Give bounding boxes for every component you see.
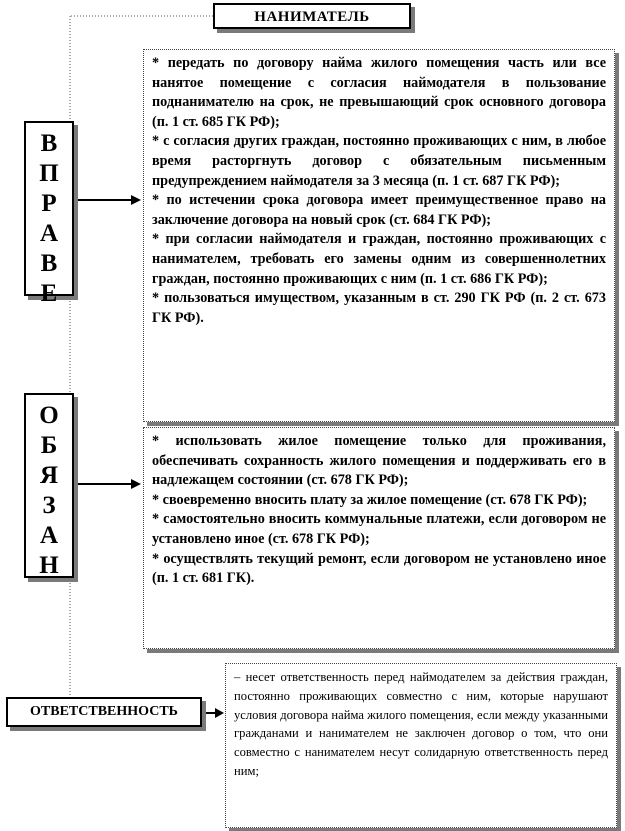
rights-content-box bbox=[143, 49, 615, 422]
rights-arrowhead bbox=[131, 195, 141, 205]
duties-letter: Я bbox=[39, 462, 59, 489]
rights-item: * передать по договору найма жилого помещения часть или все нанятое помещение с согласия наймодателя в пользование поднанимателю на срок, не превышающий срок основного договора (п. 1 ст. 685 ГК РФ); bbox=[152, 55, 606, 130]
rights-letter: Р bbox=[41, 190, 57, 217]
responsibility-arrowhead bbox=[215, 708, 224, 718]
duties-content-box bbox=[143, 427, 615, 649]
duties-item: * осуществлять текущий ремонт, если договором не установлено иное (п. 1 ст. 681 ГК). bbox=[152, 550, 606, 587]
rights-letter: В bbox=[40, 130, 58, 157]
responsibility-content-box bbox=[225, 663, 617, 828]
duties-letter: О bbox=[39, 402, 59, 429]
duties-item: * использовать жилое помещение только для проживания, обеспечивать сохранность жилого помещения и поддерживать его в надлежащем состоянии (ст. 678 ГК РФ); bbox=[152, 433, 606, 489]
title-text: НАНИМАТЕЛЬ bbox=[254, 9, 370, 25]
title-box bbox=[213, 3, 411, 29]
responsibility-text: – несет ответственность перед наймодателем за действия граждан, постоянно проживающих совместно с ним, которые нарушают условия договора найма жилого помещения, если между указанными гражданами и нанимателем не заключен договор о том, что они совместно с нанимателем несут солидарную ответственность перед ним; bbox=[234, 670, 608, 778]
duties-letter: З bbox=[42, 492, 56, 519]
responsibility-label-box bbox=[6, 697, 202, 727]
duties-letter: А bbox=[39, 522, 59, 549]
duties-arrowhead bbox=[131, 479, 141, 489]
rights-letter: Е bbox=[40, 280, 58, 307]
rights-item: * при согласии наймодателя и граждан, постоянно проживающих с нанимателем, требовать его замены одним из совершеннолетних граждан, постоянно проживающих с ним (п. 1 ст. 686 ГК РФ); bbox=[152, 231, 606, 287]
duties-letter: Н bbox=[39, 552, 59, 579]
duties-item: * самостоятельно вносить коммунальные платежи, если договором не установлено иное (ст. 678 ГК РФ); bbox=[152, 511, 606, 547]
rights-letter: В bbox=[40, 250, 58, 277]
rights-item: * с согласия других граждан, постоянно проживающих с ним, в любое время расторгнуть договор с обязательным письменным предупреждением наймодателя за 3 месяца (п. 1 ст. 687 ГК РФ); bbox=[152, 133, 606, 189]
rights-item: * по истечении срока договора имеет преимущественное право на заключение договора на новый срок (ст. 684 ГК РФ); bbox=[152, 192, 606, 228]
rights-item: * пользоваться имуществом, указанным в ст. 290 ГК РФ (п. 2 ст. 673 ГК РФ). bbox=[152, 290, 606, 326]
rights-letter: П bbox=[39, 160, 59, 187]
rights-letter: А bbox=[39, 220, 59, 247]
duties-label-box bbox=[24, 393, 74, 578]
responsibility-label: ОТВЕТСТВЕННОСТЬ bbox=[30, 704, 178, 719]
duties-item: * своевременно вносить плату за жилое помещение (ст. 678 ГК РФ); bbox=[152, 491, 588, 508]
rights-label-box bbox=[24, 121, 74, 307]
duties-letter: Б bbox=[40, 432, 58, 459]
